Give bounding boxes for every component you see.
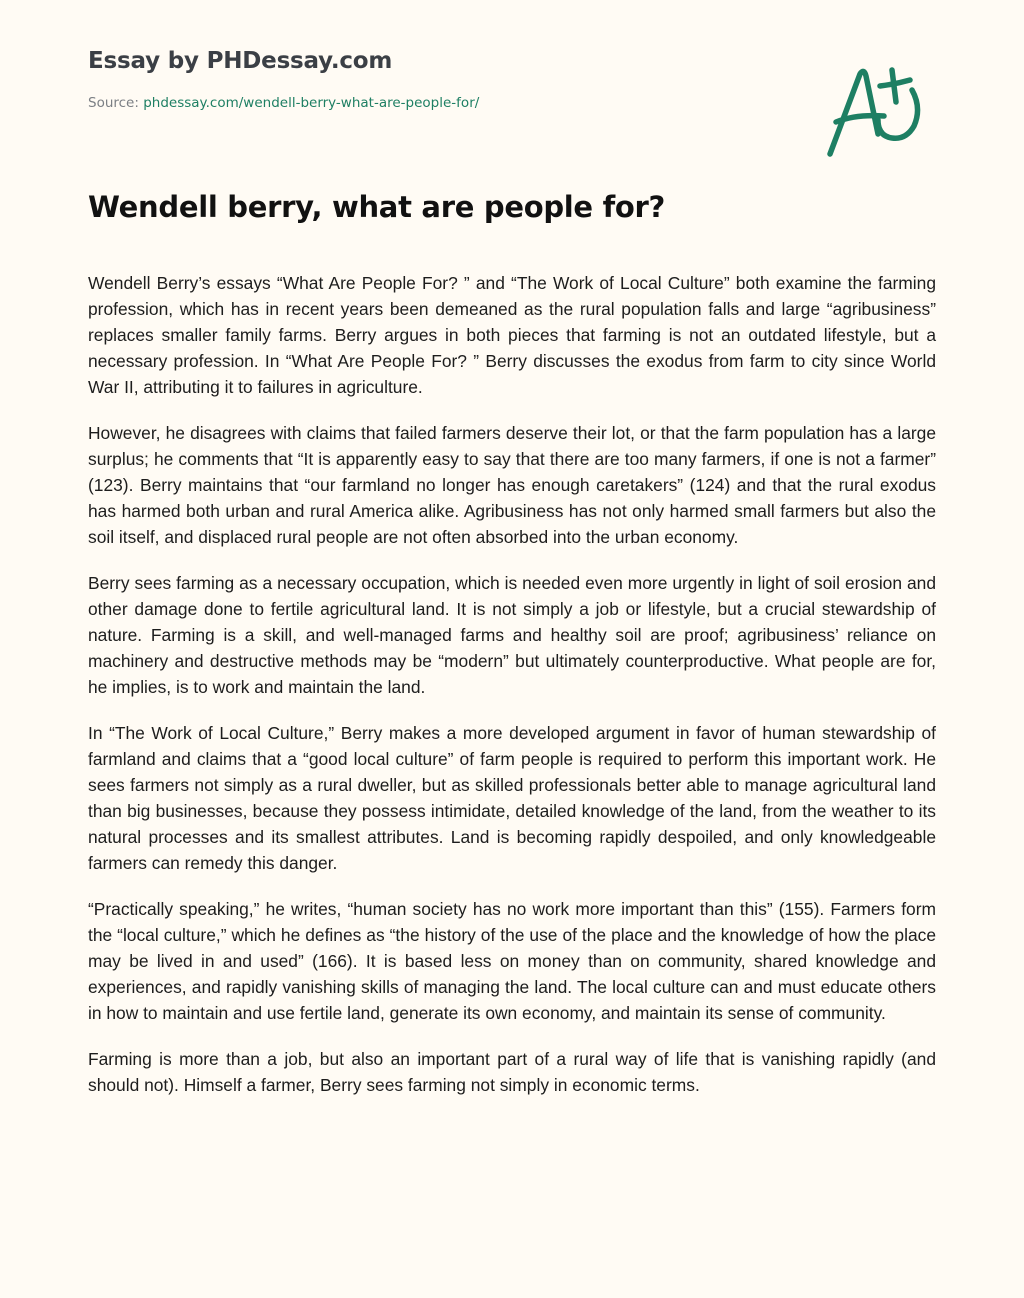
source-label: Source:: [88, 95, 139, 111]
a-plus-grade-icon: [822, 64, 930, 160]
source-line: [88, 95, 479, 111]
essay-paragraph: In “The Work of Local Culture,” Berry makes a more developed argument in favor of human stewardship of farmland and claims that a “good local culture” of farm people is required to perform this important work. He sees farmers not simply as a rural dweller, but as skilled professionals better able to manage agricultural land than big businesses, because they possess intimidate, detailed knowledge of the land, from the weather to its natural processes and its smallest attributes. Land is becoming rapidly despoiled, and only knowledgeable farmers can remedy this danger.: [88, 723, 936, 873]
source-link[interactable]: phdessay.com/wendell-berry-what-are-people-for/: [143, 95, 480, 111]
essay-body: [88, 270, 936, 1118]
essay-paragraph: Farming is more than a job, but also an important part of a rural way of life that is vanishing rapidly (and should not). Himself a farmer, Berry sees farming not simply in economic terms.: [88, 1049, 936, 1095]
essay-paragraph: Wendell Berry’s essays “What Are People For? ” and “The Work of Local Culture” both examine the farming profession, which has in recent years been demeaned as the rural population falls and large “agribusiness” replaces smaller family farms. Berry argues in both pieces that farming is not an outdated lifestyle, but a necessary profession. In “What Are People For? ” Berry discusses the exodus from farm to city since World War II, attributing it to failures in agriculture.: [88, 273, 936, 397]
essay-title: Wendell berry, what are people for?: [88, 190, 666, 224]
essay-paragraph: However, he disagrees with claims that failed farmers deserve their lot, or that the farm population has a large surplus; he comments that “It is apparently easy to say that there are too many farmers, if one is not a farmer” (123). Berry maintains that “our farmland no longer has enough caretakers” (124) and that the rural exodus has harmed both urban and rural America alike. Agribusiness has not only harmed small farmers but also the soil itself, and displaced rural people are not often absorbed into the urban economy.: [88, 423, 936, 547]
page-header: [88, 48, 479, 111]
essay-paragraph: “Practically speaking,” he writes, “human society has no work more important than this” (155). Farmers form the “local culture,” which he defines as “the history of the use of the place and the knowledge of how the place may be lived in and used” (166). It is based less on money than on community, shared knowledge and experiences, and rapidly vanishing skills of managing the land. The local culture can and must educate others in how to maintain and use fertile land, generate its own economy, and maintain its sense of community.: [88, 899, 936, 1023]
essay-paragraph: Berry sees farming as a necessary occupation, which is needed even more urgently in light of soil erosion and other damage done to fertile agricultural land. It is not simply a job or lifestyle, but a crucial stewardship of nature. Farming is a skill, and well-managed farms and healthy soil are proof; agribusiness’ reliance on machinery and destructive methods may be “modern” but ultimately counterproductive. What people are for, he implies, is to work and maintain the land.: [88, 573, 936, 697]
site-brand: Essay by PHDessay.com: [88, 48, 393, 74]
